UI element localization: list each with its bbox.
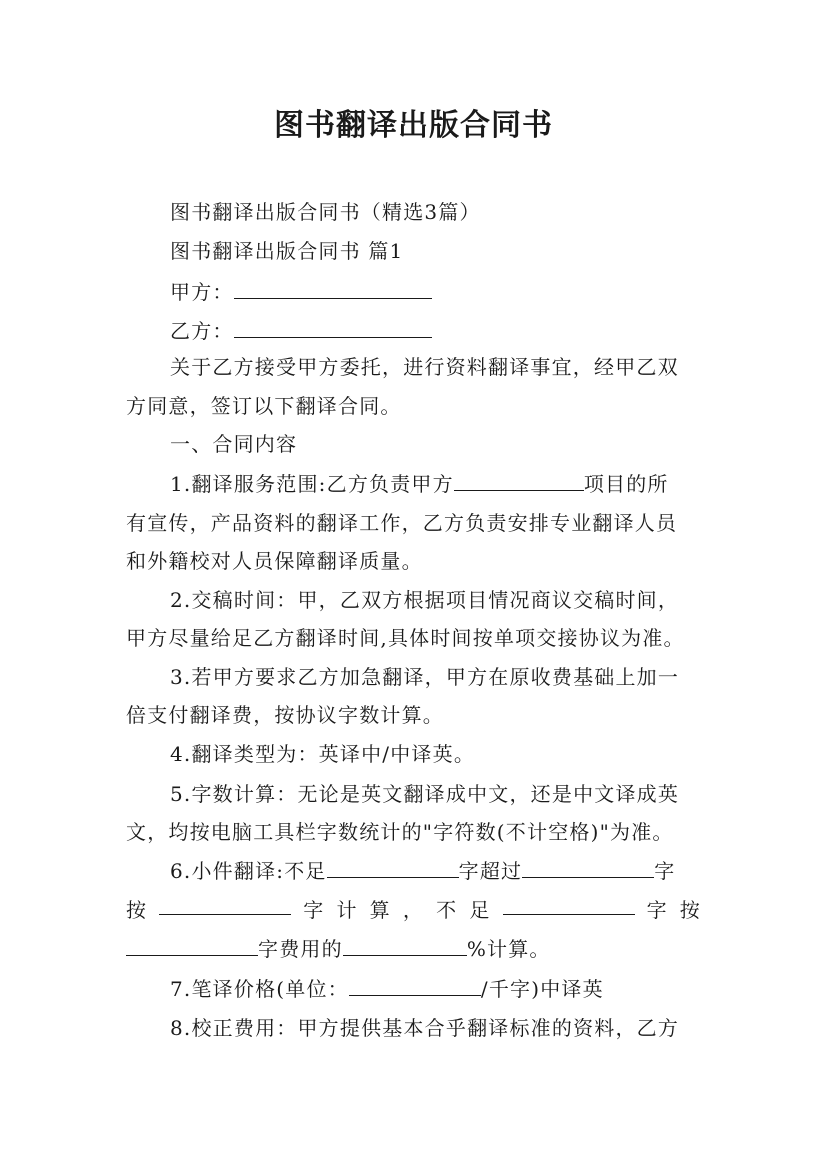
- item4-line: 4.翻译类型为：英译中/中译英。: [170, 742, 476, 766]
- item3-line-1: 3.若甲方要求乙方加急翻译，甲方在原收费基础上加一: [170, 665, 680, 689]
- party-a-blank: [234, 280, 432, 299]
- item3-line-2: 倍支付翻译费，按协议字数计算。: [126, 703, 444, 727]
- item1-blank: [454, 472, 584, 491]
- item7-text-a: 7.笔译价格(单位：: [170, 977, 349, 1001]
- heading-contract-content: 一、合同内容: [170, 432, 298, 456]
- item6-blank-1: [327, 859, 459, 878]
- item2-line-1: 2.交稿时间：甲，乙双方根据项目情况商议交稿时间，: [170, 588, 680, 612]
- item6-l2-a: 按: [126, 898, 148, 922]
- item6-line-3: [126, 935, 706, 963]
- item6-blank-4: [503, 896, 635, 915]
- item6-l2-b: 字: [303, 898, 325, 922]
- item6-blank-3: [159, 896, 291, 915]
- document-subtitle: 图书翻译出版合同书（精选3篇）: [170, 200, 481, 224]
- intro-line-1: 关于乙方接受甲方委托，进行资料翻译事宜，经甲乙双: [170, 355, 679, 379]
- item5-line-1: 5.字数计算：无论是英文翻译成中文，还是中文译成英: [170, 782, 680, 806]
- item6-text-b: 字超过: [458, 859, 523, 883]
- document-title: 图书翻译出版合同书: [274, 108, 553, 143]
- item1-line-2: 有宣传，产品资料的翻译工作，乙方负责安排专业翻译人员: [126, 511, 678, 535]
- item6-text-c: 字: [654, 859, 676, 883]
- item1-line-3: 和外籍校对人员保障翻译质量。: [126, 549, 423, 573]
- item1-line-1: [170, 470, 710, 498]
- item2-line-2: 甲方尽量给足乙方翻译时间,具体时间按单项交接协议为准。: [126, 626, 685, 650]
- item6-line-1: [170, 857, 710, 885]
- item7-text-b: /千字)中译英: [480, 977, 604, 1001]
- item6-blank-5: [126, 937, 258, 956]
- item6-blank-2: [522, 859, 654, 878]
- party-b-blank: [234, 319, 432, 338]
- party-b-label: 乙方：: [170, 319, 234, 343]
- item1-text-a: 1.翻译服务范围:乙方负责甲方: [170, 472, 454, 496]
- section-heading: 图书翻译出版合同书 篇1: [170, 239, 404, 263]
- item6-l2-i: 按: [679, 898, 701, 922]
- party-a-label: 甲方：: [170, 280, 234, 304]
- item7-blank: [349, 977, 481, 996]
- item6-l2-e: ，: [402, 898, 425, 922]
- item6-line-2: [126, 896, 701, 924]
- intro-line-2: 方同意，签订以下翻译合同。: [126, 394, 402, 418]
- item6-l2-g: 足: [469, 898, 491, 922]
- item6-blank-6: [343, 937, 467, 956]
- item1-text-b: 项目的所: [583, 472, 669, 496]
- party-a-line: [170, 278, 710, 306]
- item6-l3-a: 字费用的: [258, 937, 343, 961]
- item6-l2-f: 不: [436, 898, 458, 922]
- item6-text-a: 6.小件翻译:不足: [170, 859, 327, 883]
- item6-l2-h: 字: [646, 898, 668, 922]
- item6-l2-c: 计: [336, 898, 358, 922]
- item5-line-2: 文，均按电脑工具栏字数统计的"字符数(不计空格)"为准。: [126, 820, 674, 844]
- item8-line: 8.校正费用：甲方提供基本合乎翻译标准的资料，乙方: [170, 1016, 680, 1040]
- item7-line: [170, 975, 710, 1003]
- item6-l2-d: 算: [369, 898, 391, 922]
- party-b-line: [170, 317, 710, 345]
- item6-l3-b: %计算。: [466, 937, 551, 961]
